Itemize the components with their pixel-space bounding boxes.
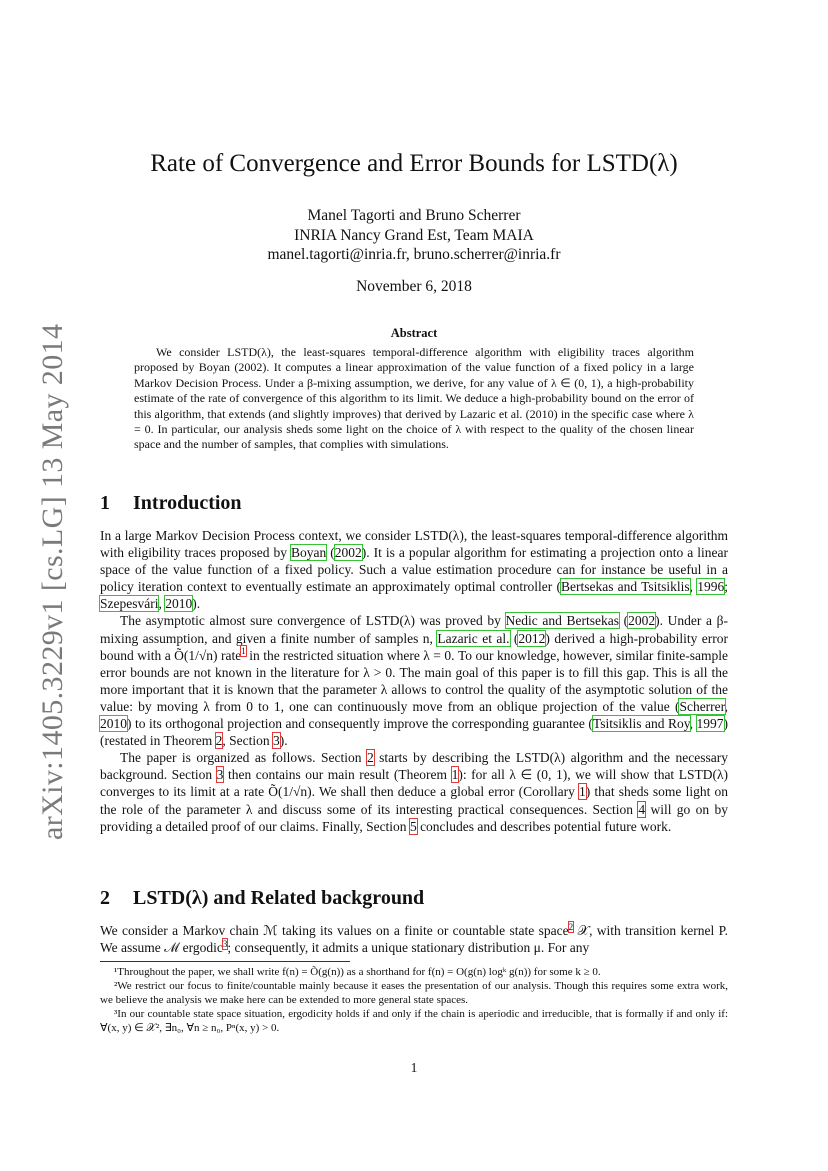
text-run: concludes and describes potential future work.	[416, 818, 672, 834]
author-block	[100, 206, 728, 265]
section2-body	[100, 922, 728, 956]
section-link[interactable]: 3	[272, 733, 280, 749]
text-run: (	[326, 545, 335, 561]
page-number: 1	[410, 1060, 418, 1075]
text-run: in the restricted situation where λ = 0. To our knowledge, however, similar finite-sample error bounds are not known in the literature for λ > 0. The main goal of this paper is to fill this gap. This is all the more important that it is known that the parameter λ allows to control the quality of the asymptotic solution of the value: by moving λ from 0 to 1, one can continuously move from an oblique projection of the value (	[100, 647, 729, 714]
text-run: The paper is organized as follows. Section	[120, 750, 367, 766]
text-run: (	[619, 613, 629, 629]
section-link[interactable]: 3	[216, 767, 224, 783]
footnote-3: ³In our countable state space situation, ergodicity holds if and only if the chain is aperiodic and irreducible, that is formally if and only if: ∀(x, y) ∈ 𝒳², ∃n₀, ∀n ≥ n₀, Pⁿ(x, y) > 0.	[100, 1008, 728, 1034]
footnote-link[interactable]: 3	[222, 938, 228, 949]
footnote-link[interactable]: 2	[568, 921, 574, 932]
text-run: ): for all λ ∈ (0, 1), we will show that LSTD(λ) converges to its limit at a rate Õ(1/√n). We shall then deduce a global error (Corollary	[100, 767, 728, 800]
author-emails: manel.tagorti@inria.fr, bruno.scherrer@inria.fr	[267, 246, 561, 263]
intro-paragraph-2	[100, 612, 728, 749]
citation-link[interactable]: Tsitsiklis and Roy	[592, 716, 690, 732]
text-run: ). Under a β-mixing assumption, and given a finite number of samples n,	[100, 613, 728, 646]
text-run: ).	[192, 596, 201, 612]
paper-date: November 6, 2018	[356, 278, 472, 295]
citation-link[interactable]: 2002	[334, 545, 362, 561]
text-run: ) (restated in Theorem	[100, 716, 728, 749]
text-run: ). It is a popular algorithm for estimating a projection onto a linear space of the value function of a fixed policy. Such a value estimation procedure can for instance be useful in a policy iteration context to eventually estimate an approximately optimal controller (	[100, 545, 728, 595]
footnote-1: ¹Throughout the paper, we shall write f(n) = Õ(g(n)) as a shorthand for f(n) = O(g(n) logᵏ g(n)) for some k ≥ 0.	[114, 966, 601, 978]
theorem-link[interactable]: 1	[451, 767, 459, 783]
text-run: ,	[689, 716, 697, 732]
intro-paragraph-3	[100, 749, 728, 834]
text-run: ,	[158, 596, 166, 612]
section2-paragraph-1	[100, 922, 728, 956]
citation-link[interactable]: Scherrer	[679, 698, 725, 714]
text-run: ,	[724, 698, 728, 714]
section-number: 2	[100, 887, 110, 909]
arxiv-margin-stamp: arXiv:1405.3229v1 [cs.LG] 13 May 2014	[36, 323, 69, 840]
text-run: ) that sheds some light on the role of the parameter λ and discuss some of its interesting practical consequences. Section	[100, 784, 728, 817]
text-run: 𝒳, with transition kernel P. We assume ℳ ergodic	[100, 923, 728, 956]
text-run: The asymptotic almost sure convergence of LSTD(λ) was proved by	[120, 613, 506, 629]
text-run: ; consequently, it admits a unique stationary distribution μ. For any	[227, 940, 590, 956]
paper-title: Rate of Convergence and Error Bounds for LSTD(λ)	[150, 150, 678, 177]
abstract-text: We consider LSTD(λ), the least-squares temporal-difference algorithm with eligibility traces algorithm proposed by Boyan (2002). It computes a linear approximation of the value function of a fixed policy in a large Markov Decision Process. Under a β-mixing assumption, we derive, for any value of λ ∈ (0, 1), a high-probability estimate of the rate of convergence of this algorithm to its limit. We deduce a high-probability bound on the error of this algorithm, that extends (and slightly improves) that derived by Lazaric et al. (2010) in the specific case where λ = 0. In particular, our analysis sheds some light on the choice of λ with respect to the quality of the chosen linear space and the number of samples, that complies with simulations.	[134, 345, 694, 452]
intro-paragraph-1	[100, 527, 728, 612]
section-heading-lstd	[100, 887, 424, 910]
footnotes	[100, 965, 728, 1035]
section-number: 1	[100, 492, 110, 514]
text-run: ;	[724, 579, 728, 595]
citation-link[interactable]: 1997	[696, 716, 724, 732]
corollary-link[interactable]: 1	[578, 784, 586, 800]
text-run: In a large Markov Decision Process context, we consider LSTD(λ), the least-squares temporal-difference algorithm with eligibility traces proposed by	[100, 528, 728, 561]
section-title: Introduction	[133, 492, 242, 514]
text-run: ) to its orthogonal projection and consequently improve the corresponding guarantee (	[127, 716, 593, 732]
citation-link[interactable]: 1996	[697, 579, 725, 595]
citation-link[interactable]: Boyan	[290, 545, 327, 561]
text-run: We consider a Markov chain ℳ taking its values on a finite or countable state space	[100, 923, 569, 938]
section-title: LSTD(λ) and Related background	[133, 887, 425, 909]
section-link[interactable]: 5	[409, 818, 417, 834]
citation-link[interactable]: Nedic and Bertsekas	[505, 613, 619, 629]
author-affiliation: INRIA Nancy Grand Est, Team MAIA	[294, 226, 534, 244]
citation-link[interactable]: 2002	[628, 613, 656, 629]
text-run: , Section	[222, 733, 273, 749]
footnote-link[interactable]: 1	[241, 646, 246, 657]
footnote-divider	[100, 961, 350, 962]
text-run: will go on by providing a detailed proof of our claims. Finally, Section	[100, 801, 728, 834]
author-names: Manel Tagorti and Bruno Scherrer	[307, 207, 521, 224]
text-run: ,	[689, 579, 698, 595]
citation-link[interactable]: Szepesvári	[100, 596, 159, 612]
text-run: then contains our main result (Theorem	[223, 767, 452, 783]
text-run: ) derived a high-probability error bound with a Õ(1/√n) rate	[100, 630, 729, 663]
text-run: (	[509, 630, 519, 646]
abstract-heading: Abstract	[390, 326, 438, 340]
footnote-2: ²We restrict our focus to finite/countable mainly because it eases the presentation of our analysis. Though this requires some extra work, we believe the analysis we make here can be extended to more general state spaces.	[100, 980, 728, 1006]
section-link[interactable]: 2	[366, 750, 374, 766]
theorem-link[interactable]: 2	[215, 733, 223, 749]
introduction-body	[100, 527, 728, 835]
section-heading-introduction	[100, 492, 242, 515]
citation-link[interactable]: 2010	[165, 596, 193, 612]
citation-link[interactable]: 2012	[518, 630, 546, 646]
citation-link[interactable]: Bertsekas and Tsitsiklis	[560, 579, 690, 595]
citation-link[interactable]: 2010	[100, 716, 127, 732]
citation-link[interactable]: Lazaric et al.	[437, 630, 510, 646]
text-run: starts by describing the LSTD(λ) algorithm and the necessary background. Section	[100, 750, 728, 783]
text-run: ).	[279, 733, 288, 749]
section-link[interactable]: 4	[638, 801, 646, 817]
